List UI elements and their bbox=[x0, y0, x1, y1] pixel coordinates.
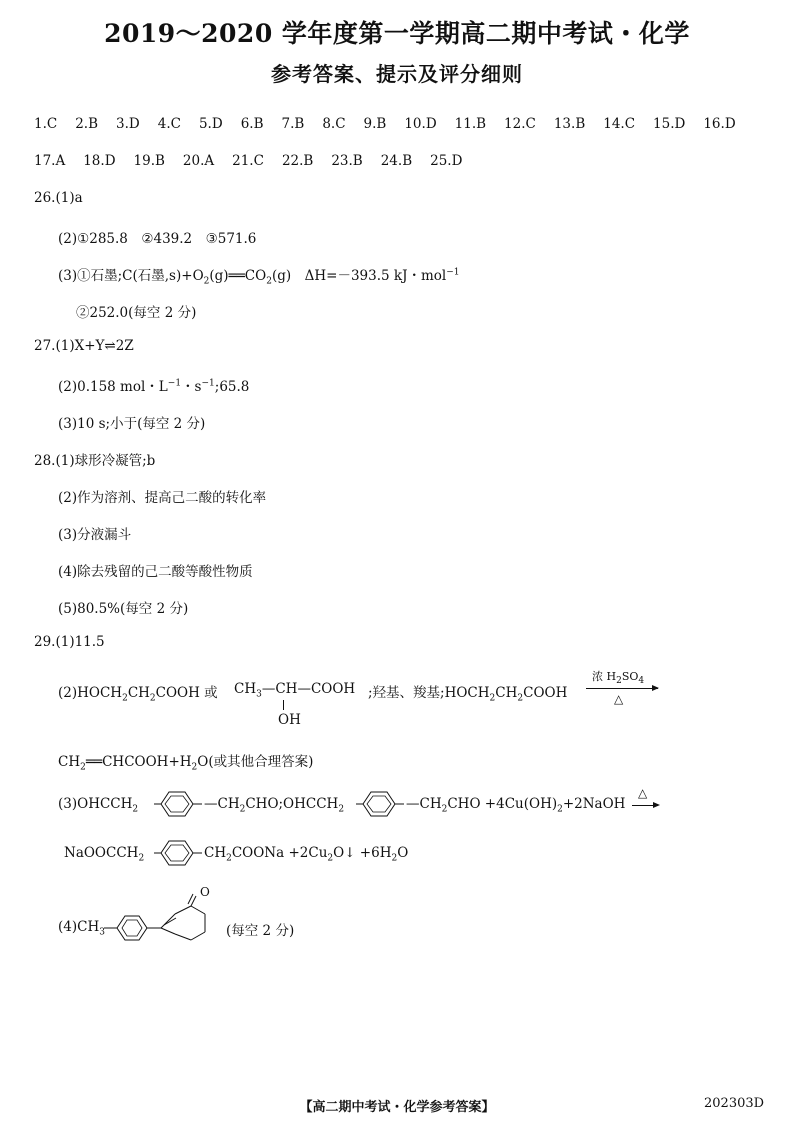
heat-symbol-1: △ bbox=[614, 692, 624, 706]
footer-code: 202303D bbox=[704, 1096, 765, 1111]
q29-part3-products: $CH_2COONa$ $+2Cu_2O↓ +6H_2O$ bbox=[204, 845, 409, 864]
q28-part4: (4)除去残留的己二酸等酸性物质 bbox=[58, 564, 253, 580]
q26-part1: 26.(1)a bbox=[34, 190, 83, 206]
mc-answer: 2.B bbox=[75, 116, 99, 132]
q29-part3-reactant: $(3)OHCCH_2$ bbox=[58, 796, 139, 815]
mc-answer: 24.B bbox=[380, 153, 413, 169]
benzene-ring-icon bbox=[154, 788, 202, 820]
q28-part2: (2)作为溶剂、提高己二酸的转化率 bbox=[58, 490, 267, 506]
reaction-arrow-1 bbox=[586, 688, 658, 689]
mc-answer: 7.B bbox=[281, 116, 305, 132]
oh-group: OH bbox=[278, 712, 301, 728]
q29-part2-groups: ;羟基、羧基$;HOCH_2CH_2COOH$ bbox=[368, 685, 568, 704]
reaction-arrowhead-2 bbox=[653, 802, 660, 808]
mc-answer: 9.B bbox=[363, 116, 387, 132]
mc-answer: 3.D bbox=[116, 116, 140, 132]
footer-title: 【高二期中考试・化学参考答案】 bbox=[299, 1100, 495, 1115]
mc-answer: 10.D bbox=[404, 116, 437, 132]
mc-answer: 11.B bbox=[454, 116, 487, 132]
q26-part2: (2)①285.8 ②439.2 ③571.6 bbox=[58, 231, 257, 247]
mc-answer: 12.C bbox=[504, 116, 536, 132]
mc-answer: 6.B bbox=[240, 116, 264, 132]
mc-answers-row-2 bbox=[34, 153, 480, 169]
q26-part3-b: ②252.0(每空 2 分) bbox=[76, 305, 197, 321]
mc-answer: 25.D bbox=[430, 153, 463, 169]
carbonyl-oxygen: O bbox=[200, 885, 210, 899]
mc-answer: 15.D bbox=[653, 116, 686, 132]
q27-part2: (2)0.158 mol・$L^{-1}$・$s^{-1};65.8$ bbox=[58, 378, 250, 395]
q27-part3: (3)10 s;小于(每空 2 分) bbox=[58, 416, 206, 432]
benzene-ring-icon bbox=[356, 788, 404, 820]
mc-answer: 19.B bbox=[133, 153, 165, 169]
mc-answer: 13.B bbox=[553, 116, 586, 132]
q27-part1: 27.(1)X+Y⇌2Z bbox=[34, 338, 134, 354]
q26-part3: (3)①石墨;C(石墨$,s)+O_2(g)══CO_2(g)$ ΔH=－393.5 kJ・mol$^{-1}$ bbox=[58, 267, 460, 287]
exam-title: 2019～2020 学年度第一学期高二期中考试・化学 bbox=[104, 19, 690, 48]
mc-answer: 5.D bbox=[198, 116, 223, 132]
q29-part1: 29.(1)11.5 bbox=[34, 634, 105, 650]
q28-part1: 28.(1)球形冷凝管;b bbox=[34, 453, 156, 469]
mc-answer: 21.C bbox=[232, 153, 264, 169]
lactic-acid-formula: $CH_3—CH—COOH$ bbox=[234, 681, 356, 700]
q29-part4-score: (每空 2 分) bbox=[226, 923, 295, 939]
heat-symbol-2: △ bbox=[638, 786, 648, 800]
mc-answer: 4.C bbox=[157, 116, 181, 132]
mc-answer: 16.D bbox=[703, 116, 736, 132]
reaction-condition-acid: 浓 $H_2SO_4$ bbox=[592, 670, 645, 687]
mc-answer: 23.B bbox=[331, 153, 363, 169]
q29-part2-line2: $CH_2══CHCOOH+H_2O$(或其他合理答案) bbox=[58, 754, 314, 773]
q29-part2-line1: $(2)HOCH_2CH_2COOH$ 或 bbox=[58, 685, 218, 704]
q28-part3: (3)分液漏斗 bbox=[58, 527, 132, 543]
mc-answer: 18.D bbox=[83, 153, 116, 169]
q29-part3-product-salt: NaOOCCH$_2$ bbox=[64, 845, 145, 864]
q28-part5: (5)80.5%(每空 2 分) bbox=[58, 601, 189, 617]
q29-part3-reagents: $—CH_2CHO$ $+4Cu(OH)_2+2NaOH$ bbox=[406, 796, 626, 815]
benzene-ring-icon bbox=[154, 837, 202, 869]
reaction-arrowhead-1 bbox=[652, 685, 659, 691]
exam-subtitle: 参考答案、提示及评分细则 bbox=[271, 62, 523, 86]
mc-answer: 17.A bbox=[34, 153, 66, 169]
mc-answer: 20.A bbox=[182, 153, 215, 169]
mc-answers-row-1 bbox=[34, 116, 754, 132]
q29-part4-prefix: $(4)CH_3$ bbox=[58, 919, 105, 938]
mc-answer: 8.C bbox=[322, 116, 346, 132]
mc-answer: 14.C bbox=[603, 116, 636, 132]
oh-bond-line bbox=[283, 700, 284, 710]
mc-answer: 1.C bbox=[34, 116, 58, 132]
mc-answer: 22.B bbox=[281, 153, 314, 169]
q29-part3-product-tail: $—CH_2CHO;OHCCH_2$ bbox=[204, 796, 345, 815]
